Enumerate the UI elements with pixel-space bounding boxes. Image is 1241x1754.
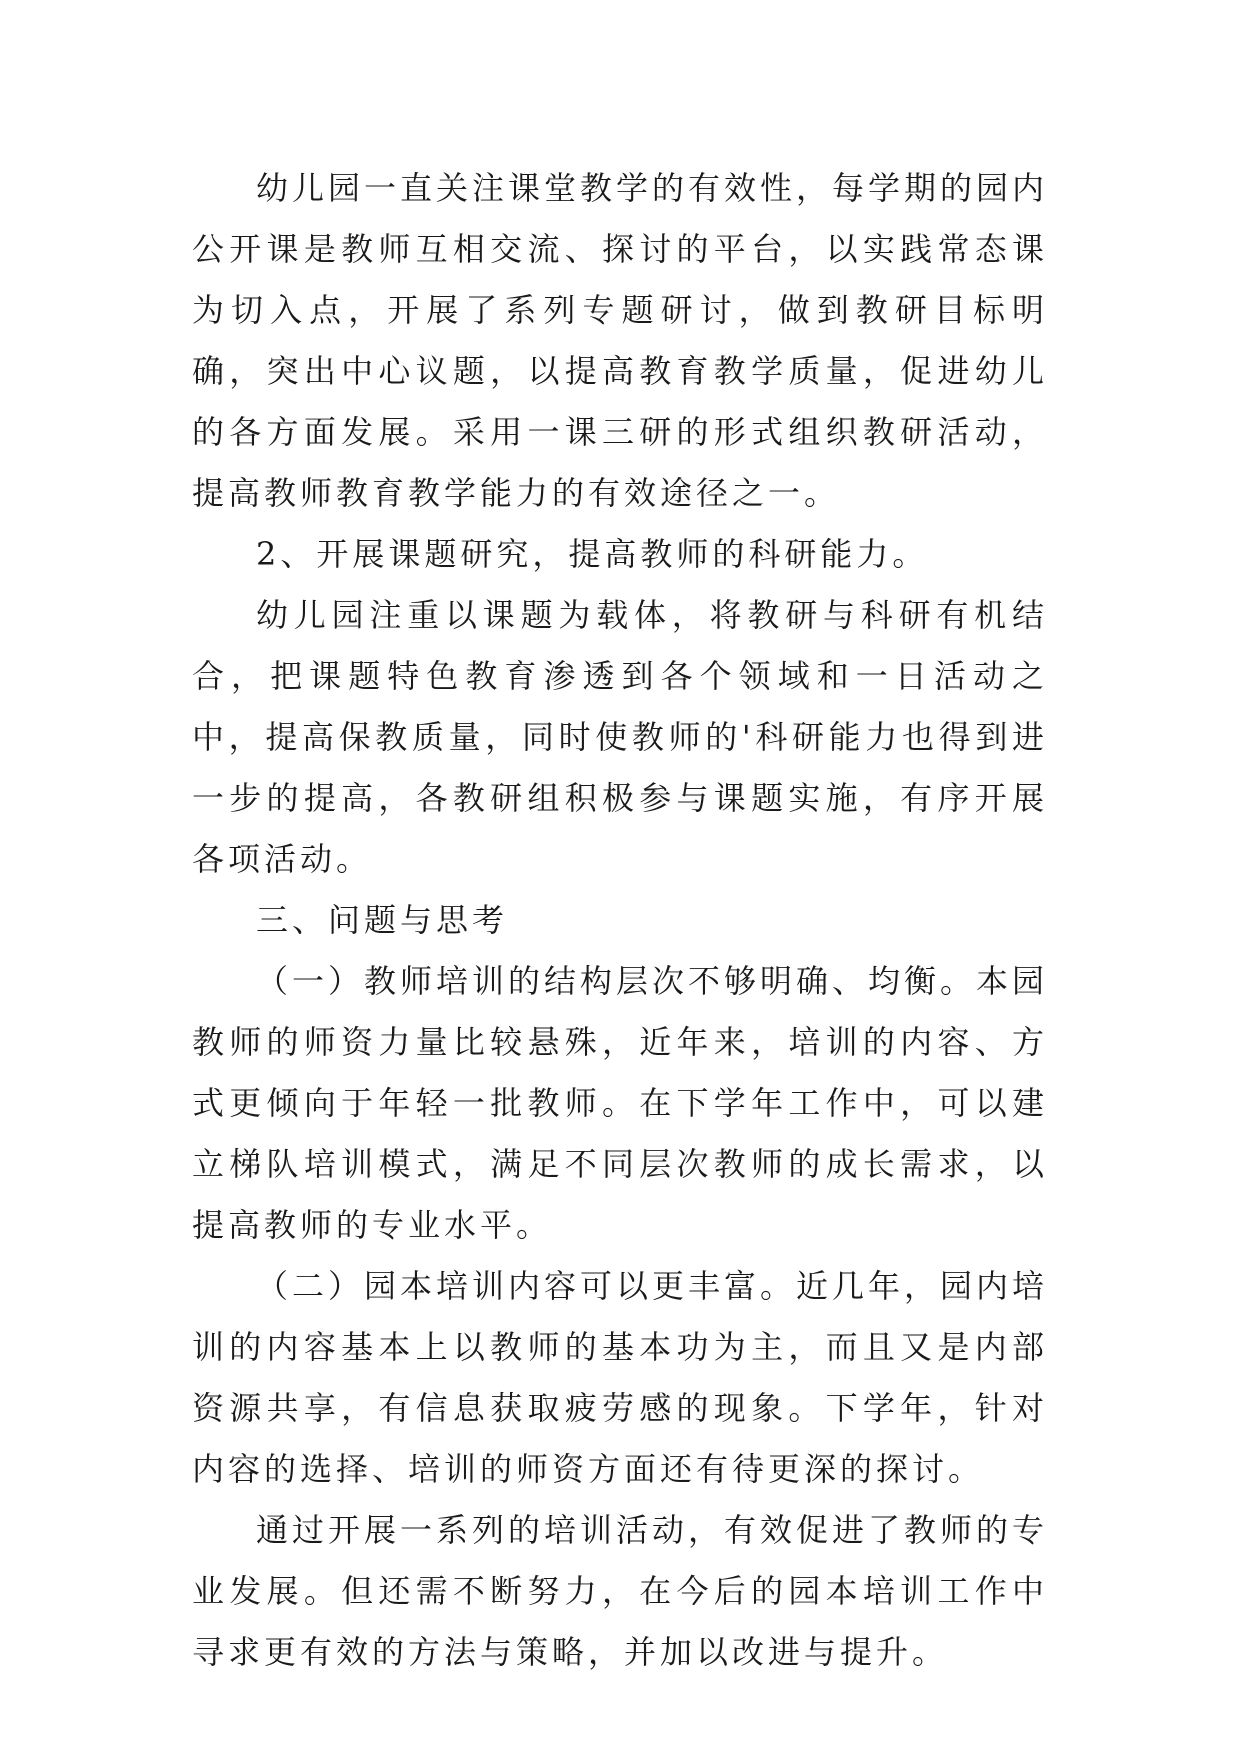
heading-topic-research: 2、开展课题研究，提高教师的科研能力。 — [256, 535, 929, 573]
paragraph-open-class-research: 幼儿园一直关注课堂教学的有效性，每学期的园内公开课是教师互相交流、探讨的平台，以实践常态课为切入点，开展了系列专题研讨，做到教研目标明确，突出中心议题，以提高教育教学质量，促进幼儿的各方面发展。采用一课三研的形式组织教研活动，提高教师教育教学能力的有效途径之一。 — [192, 169, 1049, 512]
section-heading-problems: 三、问题与思考 — [256, 901, 509, 939]
paragraph-topic-research: 幼儿园注重以课题为载体，将教研与科研有机结合，把课题特色教育渗透到各个领域和一日活动之中，提高保教质量，同时使教师的'科研能力也得到进一步的提高，各教研组积极参与课题实施，有序开展各项活动。 — [192, 596, 1048, 878]
paragraph-conclusion: 通过开展一系列的培训活动，有效促进了教师的专业发展。但还需不断努力，在今后的园本培训工作中寻求更有效的方法与策略，并加以改进与提升。 — [192, 1511, 1049, 1671]
paragraph-problem-two: （二）园本培训内容可以更丰富。近几年，园内培训的内容基本上以教师的基本功为主，而且又是内部资源共享，有信息获取疲劳感的现象。下学年，针对内容的选择、培训的师资方面还有待更深的探讨。 — [192, 1267, 1049, 1488]
document-body — [192, 158, 1048, 1683]
paragraph-problem-one: （一）教师培训的结构层次不够明确、均衡。本园教师的师资力量比较悬殊，近年来，培训的内容、方式更倾向于年轻一批教师。在下学年工作中，可以建立梯队培训模式，满足不同层次教师的成长需求，以提高教师的专业水平。 — [192, 962, 1049, 1244]
